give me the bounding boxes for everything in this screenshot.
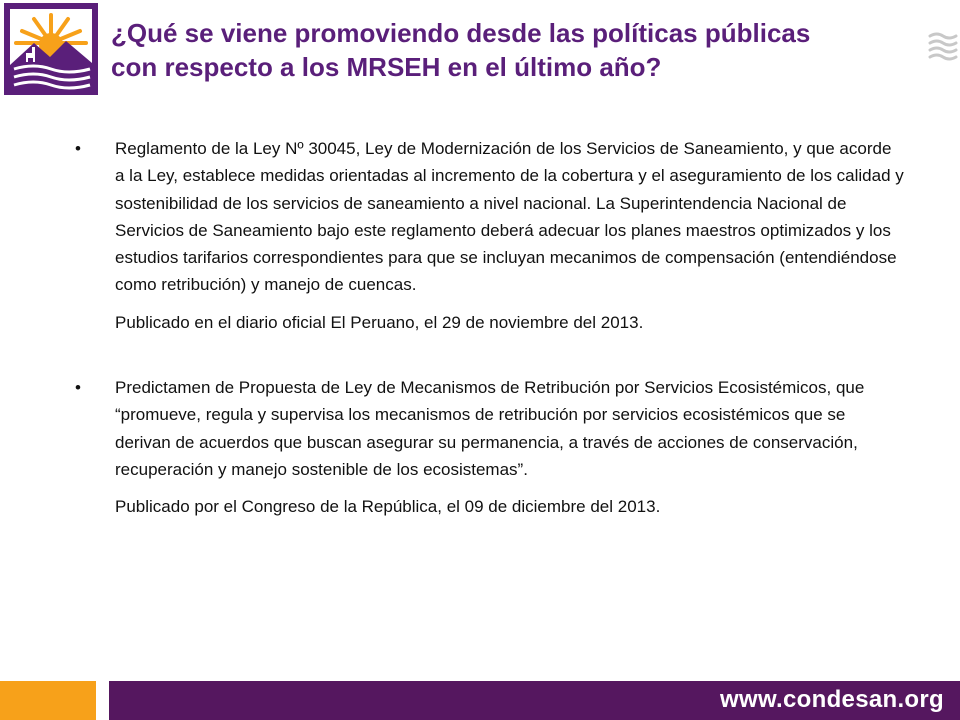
footer-accent-bar	[0, 681, 96, 720]
list-item	[75, 374, 905, 520]
bullet-icon: •	[75, 378, 81, 398]
publication-note: Publicado en el diario oficial El Peruano, el 29 de noviembre del 2013.	[115, 312, 644, 332]
item-text: Reglamento de la Ley Nº 30045, Ley de Modernización de los Servicios de Saneamiento, y que acorde a la Ley, establece medidas orientadas al incremento de la cobertura y el aseguramiento de los calidad y sostenibilidad de los servicios de saneamiento a nivel nacional. La Superintendencia Nacional de Servicios de Saneamiento bajo este reglamento deberá adecuar los planes maestros optimizados y los estudios tarifarios correspondientes para que se incluyan mecanimos de compensación (entendiéndose como retribución) y manejo de cuencas.	[115, 139, 904, 295]
title-line-1: ¿Qué se viene promoviendo desde las políticas públicas	[111, 18, 811, 48]
footer-url: www.condesan.org	[720, 686, 944, 713]
item-text: Predictamen de Propuesta de Ley de Mecanismos de Retribución por Servicios Ecosistémicos, que “promueve, regula y supervisa los mecanismos de retribución por servicios ecosistémicos que se derivan de acuerdos que buscan asegurar su permanencia, a través de acciones de conservación, recuperación y manejo sostenible de los ecosistemas”.	[115, 378, 865, 479]
waves-icon	[928, 30, 958, 64]
publication-note: Publicado por el Congreso de la República, el 09 de diciembre del 2013.	[115, 497, 661, 517]
slide-body	[75, 135, 905, 521]
list-item	[75, 135, 905, 336]
condesan-logo	[4, 3, 98, 95]
page-title	[111, 16, 871, 84]
title-line-2: con respecto a los MRSEH en el último año?	[111, 52, 662, 82]
bullet-icon: •	[75, 139, 81, 158]
